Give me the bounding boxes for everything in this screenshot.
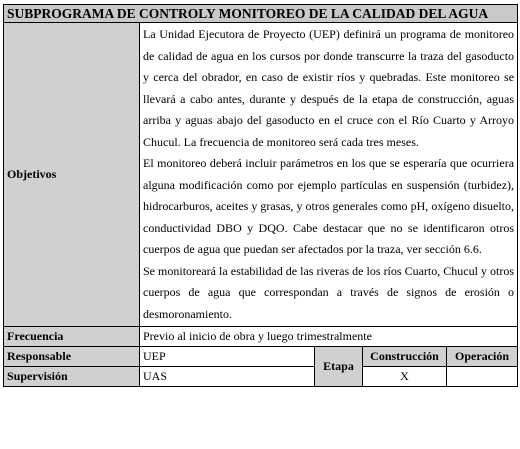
- monitoring-subprogram-table: [3, 4, 518, 387]
- construccion-header: Construcción: [363, 347, 447, 367]
- frecuencia-label: Frecuencia: [4, 327, 140, 347]
- supervision-value: UAS: [140, 367, 315, 387]
- frecuencia-value: Previo al inicio de obra y luego trimestralmente: [140, 327, 518, 347]
- responsable-value: UEP: [140, 347, 315, 367]
- construccion-mark: X: [363, 367, 447, 387]
- objetivos-text: [140, 23, 518, 327]
- responsable-label: Responsable: [4, 347, 140, 367]
- operacion-header: Operación: [447, 347, 518, 367]
- monitoring-table-container: [3, 4, 517, 387]
- objetivos-paragraph: La Unidad Ejecutora de Proyecto (UEP) definirá un programa de monitoreo de calidad de agua en los cursos por donde transcurre la traza del gasoducto y cerca del obrador, en caso de existir ríos y quebradas. Este monitoreo se llevará a cabo antes, durante y después de la etapa de construcción, aguas arriba y aguas abajo del gasoducto en el cruce con el Río Cuarto y Arroyo Chucul. La frecuencia de monitoreo será cada tres meses.: [143, 27, 515, 149]
- operacion-mark: [447, 367, 518, 387]
- objetivos-paragraph: Se monitoreará la estabilidad de las riveras de los ríos Cuarto, Chucul y otros cuerpos de agua que correspondan a través de signos de erosión o desmoronamiento.: [143, 263, 515, 321]
- objetivos-paragraph: El monitoreo deberá incluir parámetros en los que se esperaría que ocurriera alguna modificación como por ejemplo partículas en suspensión (turbidez), hidrocarburos, aceites y grasas, y otros generales como pH, oxígeno disuelto, conductividad DBO y DQO. Cabe destacar que no se identificaron otros cuerpos de agua que puedan ser afectados por la traza, ver sección 6.6.: [143, 156, 515, 256]
- etapa-label: Etapa: [315, 347, 363, 387]
- table-title: SUBPROGRAMA DE CONTROLY MONITOREO DE LA CALIDAD DEL AGUA: [4, 5, 518, 23]
- objetivos-label: Objetivos: [4, 23, 140, 327]
- supervision-label: Supervisión: [4, 367, 140, 387]
